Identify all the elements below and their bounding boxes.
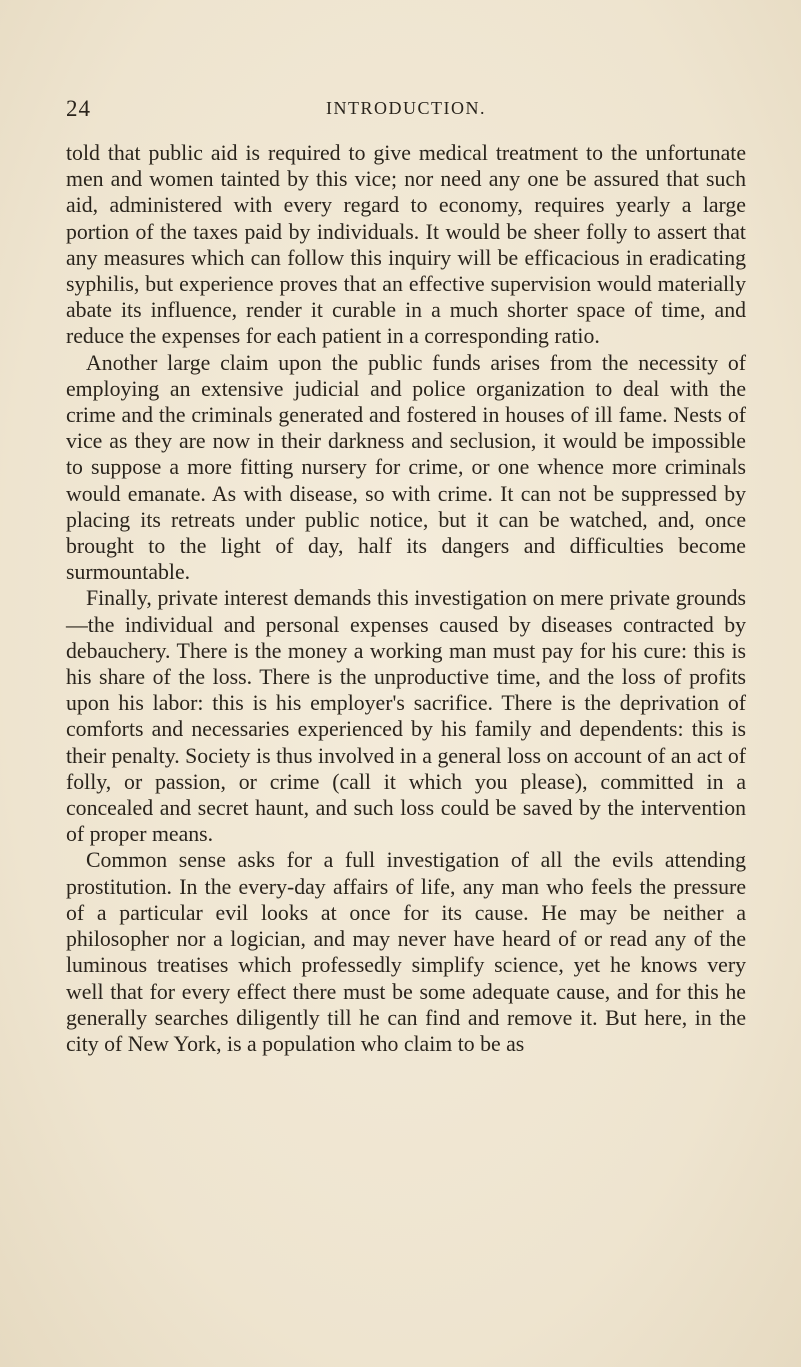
running-title: INTRODUCTION. — [326, 98, 486, 118]
paragraph-3: Finally, private interest demands this investigation on mere private grounds—the individual and personal expenses caused by diseases contracted by debauchery. There is the money a working man must pay for his cure: this is his share of the loss. There is the unproductive time, and the loss of profits upon his labor: this is his employer's sacrifice. There is the deprivation of comforts and necessaries experienced by his family and dependents: this is their penalty. Society is thus involved in a general loss on account of an act of folly, or passion, or crime (call it which you please), committed in a concealed and secret haunt, and such loss could be saved by the intervention of proper means. — [66, 586, 746, 847]
page-header — [66, 96, 746, 126]
paragraph-2: Another large claim upon the public funds arises from the necessity of employing an extensive judicial and police organization to deal with the crime and the criminals generated and fostered in houses of ill fame. Nests of vice as they are now in their darkness and seclusion, it would be impossible to suppose a more fitting nursery for crime, or one whence more criminals would emanate. As with disease, so with crime. It can not be suppressed by placing its retreats under public notice, but it can be watched, and, once brought to the light of day, half its dangers and difficulties become surmountable. — [66, 350, 746, 585]
body-text — [66, 140, 746, 1057]
page-number: 24 — [66, 96, 91, 121]
paragraph-4: Common sense asks for a full investigation of all the evils attending prostitution. In the every-day affairs of life, any man who feels the pressure of a particular evil looks at once for its cause. He may be neither a philosopher nor a logician, and may never have heard of or read any of the luminous treatises which professedly simplify science, yet he knows very well that for every effect there must be some adequate cause, and for this he generally searches diligently till he can find and remove it. But here, in the city of New York, is a population who claim to be as — [66, 848, 746, 1056]
paragraph-1: told that public aid is required to give medical treatment to the unfortunate men and women tainted by this vice; nor need any one be assured that such aid, administered with every regard to economy, requires yearly a large portion of the taxes paid by individuals. It would be sheer folly to assert that any measures which can follow this inquiry will be efficacious in eradicating syphilis, but experience proves that an effective supervision would materially abate its influence, render it curable in a much shorter space of time, and reduce the expenses for each patient in a corresponding ratio. — [66, 141, 746, 349]
